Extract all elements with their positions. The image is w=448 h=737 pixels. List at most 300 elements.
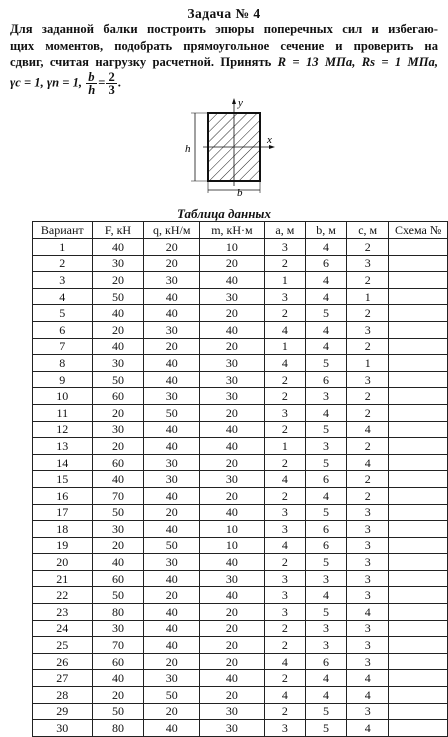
cell-m: 20 — [200, 604, 265, 621]
cell-a: 3 — [264, 239, 305, 256]
cell-a: 2 — [264, 554, 305, 571]
cell-scheme — [389, 471, 448, 488]
cell-variant: 30 — [33, 720, 93, 737]
cell-scheme — [389, 670, 448, 687]
param-R: R = 13 МПа, — [277, 55, 356, 69]
cell-scheme — [389, 653, 448, 670]
cell-m: 10 — [200, 239, 265, 256]
ratio-fraction-left — [86, 71, 97, 96]
table-row — [33, 587, 448, 604]
cell-f: 60 — [92, 388, 144, 405]
cell-q: 40 — [144, 305, 200, 322]
cell-scheme — [389, 239, 448, 256]
cell-b: 6 — [305, 537, 346, 554]
cell-a: 2 — [264, 388, 305, 405]
cell-c: 2 — [347, 471, 389, 488]
ratio-num-left: b — [86, 71, 97, 84]
cell-f: 70 — [92, 487, 144, 504]
table-row — [33, 604, 448, 621]
header-q: q, кН/м — [144, 222, 200, 239]
cell-q: 30 — [144, 388, 200, 405]
cell-f: 60 — [92, 653, 144, 670]
cell-f: 40 — [92, 471, 144, 488]
header-c: c, м — [347, 222, 389, 239]
cell-a: 3 — [264, 604, 305, 621]
cell-f: 30 — [92, 521, 144, 538]
cell-c: 2 — [347, 338, 389, 355]
cell-scheme — [389, 537, 448, 554]
cell-q: 40 — [144, 604, 200, 621]
cell-c: 3 — [347, 554, 389, 571]
cell-a: 3 — [264, 570, 305, 587]
param-gamma-c: γc = 1, — [10, 74, 44, 89]
cell-scheme — [389, 371, 448, 388]
ratio-den-right: 3 — [108, 82, 115, 97]
cell-variant: 25 — [33, 637, 93, 654]
cell-f: 20 — [92, 537, 144, 554]
cell-q: 30 — [144, 670, 200, 687]
table-row — [33, 388, 448, 405]
cell-m: 40 — [200, 554, 265, 571]
cell-a: 3 — [264, 521, 305, 538]
cell-b: 4 — [305, 487, 346, 504]
cell-variant: 10 — [33, 388, 93, 405]
cell-m: 40 — [200, 272, 265, 289]
cell-m: 20 — [200, 404, 265, 421]
cell-f: 50 — [92, 371, 144, 388]
cell-b: 3 — [305, 637, 346, 654]
cell-c: 1 — [347, 355, 389, 372]
problem-line-4: γc = 1, γn = 1, $\frac{b}{h}$ = $\frac{2}{3}$ . — [10, 69, 121, 97]
cell-a: 4 — [264, 537, 305, 554]
cell-q: 20 — [144, 239, 200, 256]
param-Rs: Rs = 1 МПа, — [361, 55, 438, 69]
cell-a: 3 — [264, 404, 305, 421]
cell-scheme — [389, 703, 448, 720]
cell-b: 3 — [305, 438, 346, 455]
cell-variant: 6 — [33, 321, 93, 338]
problem-line-3 — [10, 54, 438, 71]
cell-c: 1 — [347, 288, 389, 305]
header-scheme: Схема № — [389, 222, 448, 239]
cell-f: 60 — [92, 454, 144, 471]
cell-variant: 15 — [33, 471, 93, 488]
cell-variant: 2 — [33, 255, 93, 272]
cell-q: 20 — [144, 587, 200, 604]
cell-variant: 8 — [33, 355, 93, 372]
cell-m: 20 — [200, 454, 265, 471]
cell-scheme — [389, 487, 448, 504]
cell-m: 30 — [200, 388, 265, 405]
cell-q: 40 — [144, 620, 200, 637]
cell-f: 20 — [92, 321, 144, 338]
cell-q: 40 — [144, 487, 200, 504]
cell-scheme — [389, 305, 448, 322]
cell-c: 4 — [347, 670, 389, 687]
cell-a: 1 — [264, 272, 305, 289]
cell-f: 70 — [92, 637, 144, 654]
problem-title: Задача № 4 — [187, 6, 261, 21]
cell-c: 3 — [347, 570, 389, 587]
cell-m: 40 — [200, 587, 265, 604]
cell-variant: 26 — [33, 653, 93, 670]
table-row — [33, 371, 448, 388]
table-row — [33, 720, 448, 737]
table-row — [33, 687, 448, 704]
cell-f: 50 — [92, 587, 144, 604]
cell-c: 3 — [347, 321, 389, 338]
cell-m: 30 — [200, 471, 265, 488]
cell-f: 30 — [92, 355, 144, 372]
cell-scheme — [389, 321, 448, 338]
cell-q: 40 — [144, 521, 200, 538]
cell-a: 3 — [264, 288, 305, 305]
cell-f: 50 — [92, 504, 144, 521]
cell-scheme — [389, 438, 448, 455]
cell-f: 30 — [92, 620, 144, 637]
cell-b: 5 — [305, 703, 346, 720]
header-variant: Вариант — [33, 222, 93, 239]
cell-m: 40 — [200, 504, 265, 521]
cell-f: 30 — [92, 421, 144, 438]
cell-b: 4 — [305, 288, 346, 305]
cell-b: 4 — [305, 404, 346, 421]
cell-variant: 14 — [33, 454, 93, 471]
cell-scheme — [389, 421, 448, 438]
cell-b: 5 — [305, 355, 346, 372]
header-m: m, кН·м — [200, 222, 265, 239]
cell-a: 1 — [264, 338, 305, 355]
cell-f: 40 — [92, 305, 144, 322]
cell-a: 2 — [264, 255, 305, 272]
cell-scheme — [389, 587, 448, 604]
cell-c: 2 — [347, 487, 389, 504]
cell-m: 30 — [200, 355, 265, 372]
cell-b: 4 — [305, 587, 346, 604]
table-row — [33, 355, 448, 372]
ratio-num-right: 2 — [108, 69, 115, 84]
cell-b: 5 — [305, 604, 346, 621]
cell-f: 40 — [92, 554, 144, 571]
cell-q: 40 — [144, 421, 200, 438]
cell-b: 5 — [305, 504, 346, 521]
cell-variant: 4 — [33, 288, 93, 305]
table-row — [33, 554, 448, 571]
cell-m: 20 — [200, 620, 265, 637]
cell-b: 6 — [305, 371, 346, 388]
cell-c: 4 — [347, 421, 389, 438]
cell-c: 2 — [347, 438, 389, 455]
cell-c: 4 — [347, 720, 389, 737]
cell-scheme — [389, 255, 448, 272]
cell-variant: 1 — [33, 239, 93, 256]
header-f: F, кН — [92, 222, 144, 239]
ratio-den-left: h — [88, 82, 96, 97]
cell-scheme — [389, 338, 448, 355]
cell-scheme — [389, 504, 448, 521]
cell-scheme — [389, 521, 448, 538]
param-gamma-n: γn = 1, — [46, 74, 83, 89]
cell-b: 3 — [305, 620, 346, 637]
cell-m: 20 — [200, 687, 265, 704]
problem-statement — [10, 21, 438, 96]
table-row — [33, 421, 448, 438]
cell-q: 40 — [144, 438, 200, 455]
ratio-fraction-right — [106, 71, 116, 96]
cell-scheme — [389, 570, 448, 587]
cell-variant: 28 — [33, 687, 93, 704]
cell-f: 40 — [92, 670, 144, 687]
cell-a: 4 — [264, 471, 305, 488]
cell-q: 30 — [144, 321, 200, 338]
cell-m: 20 — [200, 487, 265, 504]
cell-a: 3 — [264, 720, 305, 737]
cell-m: 20 — [200, 637, 265, 654]
cell-m: 20 — [200, 653, 265, 670]
cell-m: 20 — [200, 255, 265, 272]
cell-a: 2 — [264, 421, 305, 438]
cell-scheme — [389, 554, 448, 571]
table-row — [33, 272, 448, 289]
cell-scheme — [389, 454, 448, 471]
table-row — [33, 703, 448, 720]
cell-q: 40 — [144, 637, 200, 654]
cell-variant: 22 — [33, 587, 93, 604]
cell-variant: 5 — [33, 305, 93, 322]
y-axis-arrow — [232, 98, 236, 104]
cell-c: 3 — [347, 587, 389, 604]
cell-b: 6 — [305, 653, 346, 670]
table-row — [33, 670, 448, 687]
cell-q: 50 — [144, 404, 200, 421]
cell-a: 2 — [264, 620, 305, 637]
problem-line-1: Для заданной балки построить эпюры поперечных сил и избегаю- — [10, 22, 438, 36]
cell-a: 2 — [264, 637, 305, 654]
cell-variant: 23 — [33, 604, 93, 621]
data-table — [32, 221, 448, 737]
cell-variant: 16 — [33, 487, 93, 504]
cell-f: 50 — [92, 288, 144, 305]
cell-c: 2 — [347, 404, 389, 421]
cell-b: 4 — [305, 321, 346, 338]
cell-f: 20 — [92, 404, 144, 421]
cell-b: 5 — [305, 305, 346, 322]
cell-q: 30 — [144, 471, 200, 488]
cell-m: 40 — [200, 438, 265, 455]
cell-b: 4 — [305, 687, 346, 704]
table-row — [33, 620, 448, 637]
cell-b: 4 — [305, 670, 346, 687]
cell-b: 6 — [305, 521, 346, 538]
cell-q: 20 — [144, 703, 200, 720]
table-row — [33, 288, 448, 305]
cell-scheme — [389, 637, 448, 654]
table-row — [33, 454, 448, 471]
cell-c: 2 — [347, 272, 389, 289]
cell-variant: 27 — [33, 670, 93, 687]
cell-q: 40 — [144, 355, 200, 372]
h-label: h — [185, 143, 191, 155]
cell-f: 60 — [92, 570, 144, 587]
cell-q: 30 — [144, 454, 200, 471]
table-row — [33, 504, 448, 521]
cell-a: 3 — [264, 587, 305, 604]
table-row — [33, 570, 448, 587]
cell-a: 3 — [264, 504, 305, 521]
table-title: Таблица данных — [177, 206, 271, 221]
table-row — [33, 521, 448, 538]
cell-a: 2 — [264, 305, 305, 322]
cell-b: 6 — [305, 255, 346, 272]
header-b: b, м — [305, 222, 346, 239]
cell-c: 3 — [347, 620, 389, 637]
table-row — [33, 537, 448, 554]
cell-c: 2 — [347, 239, 389, 256]
table-body — [33, 239, 448, 737]
cell-a: 4 — [264, 321, 305, 338]
table-row — [33, 321, 448, 338]
cell-b: 6 — [305, 471, 346, 488]
cell-c: 3 — [347, 504, 389, 521]
cell-a: 4 — [264, 653, 305, 670]
cell-m: 40 — [200, 321, 265, 338]
y-axis-label: y — [238, 97, 243, 109]
b-label: b — [237, 187, 243, 196]
cell-m: 40 — [200, 421, 265, 438]
cell-variant: 18 — [33, 521, 93, 538]
cross-section-figure — [175, 96, 285, 196]
cell-m: 30 — [200, 720, 265, 737]
cell-scheme — [389, 355, 448, 372]
header-a: a, м — [264, 222, 305, 239]
cell-a: 4 — [264, 355, 305, 372]
cell-a: 2 — [264, 703, 305, 720]
problem-line-2: щих моментов, подобрать прямоугольное сечение и проверить на — [10, 38, 438, 53]
cell-b: 4 — [305, 338, 346, 355]
cell-q: 30 — [144, 272, 200, 289]
cell-m: 30 — [200, 288, 265, 305]
cell-q: 20 — [144, 255, 200, 272]
cell-c: 3 — [347, 521, 389, 538]
cell-c: 3 — [347, 637, 389, 654]
cell-f: 20 — [92, 272, 144, 289]
cell-c: 4 — [347, 604, 389, 621]
cell-f: 30 — [92, 255, 144, 272]
table-row — [33, 471, 448, 488]
cell-m: 30 — [200, 570, 265, 587]
cell-variant: 19 — [33, 537, 93, 554]
cell-c: 2 — [347, 388, 389, 405]
cell-c: 4 — [347, 687, 389, 704]
table-row — [33, 637, 448, 654]
cell-variant: 29 — [33, 703, 93, 720]
cell-c: 4 — [347, 454, 389, 471]
cell-b: 5 — [305, 421, 346, 438]
cell-variant: 21 — [33, 570, 93, 587]
cell-scheme — [389, 687, 448, 704]
cell-f: 80 — [92, 604, 144, 621]
cell-f: 40 — [92, 338, 144, 355]
cell-variant: 11 — [33, 404, 93, 421]
cell-scheme — [389, 720, 448, 737]
cell-c: 3 — [347, 703, 389, 720]
cell-scheme — [389, 288, 448, 305]
cell-c: 3 — [347, 537, 389, 554]
cell-m: 10 — [200, 521, 265, 538]
cell-c: 3 — [347, 255, 389, 272]
cell-q: 40 — [144, 371, 200, 388]
cell-a: 1 — [264, 438, 305, 455]
cell-c: 3 — [347, 371, 389, 388]
cell-b: 3 — [305, 570, 346, 587]
cell-q: 20 — [144, 653, 200, 670]
cell-m: 30 — [200, 703, 265, 720]
table-header-row — [33, 222, 448, 239]
cell-q: 50 — [144, 687, 200, 704]
cell-f: 20 — [92, 687, 144, 704]
cell-variant: 13 — [33, 438, 93, 455]
table-row — [33, 305, 448, 322]
cell-a: 2 — [264, 487, 305, 504]
cell-m: 20 — [200, 338, 265, 355]
cell-b: 4 — [305, 272, 346, 289]
cell-c: 3 — [347, 653, 389, 670]
cell-scheme — [389, 620, 448, 637]
cell-scheme — [389, 604, 448, 621]
cell-b: 4 — [305, 239, 346, 256]
cell-variant: 20 — [33, 554, 93, 571]
cell-c: 2 — [347, 305, 389, 322]
cell-q: 20 — [144, 338, 200, 355]
cell-q: 20 — [144, 504, 200, 521]
cell-variant: 17 — [33, 504, 93, 521]
cell-m: 10 — [200, 537, 265, 554]
cell-a: 2 — [264, 454, 305, 471]
cell-scheme — [389, 388, 448, 405]
cell-variant: 24 — [33, 620, 93, 637]
cell-variant: 12 — [33, 421, 93, 438]
cell-b: 3 — [305, 388, 346, 405]
cell-f: 40 — [92, 239, 144, 256]
table-row — [33, 404, 448, 421]
table-row — [33, 255, 448, 272]
table-row — [33, 239, 448, 256]
cell-b: 5 — [305, 720, 346, 737]
cell-m: 40 — [200, 670, 265, 687]
cell-q: 40 — [144, 570, 200, 587]
cell-b: 5 — [305, 454, 346, 471]
cell-scheme — [389, 272, 448, 289]
cell-q: 40 — [144, 288, 200, 305]
cell-q: 40 — [144, 720, 200, 737]
cell-variant: 7 — [33, 338, 93, 355]
cell-b: 5 — [305, 554, 346, 571]
cell-m: 30 — [200, 371, 265, 388]
cell-m: 20 — [200, 305, 265, 322]
cell-a: 4 — [264, 687, 305, 704]
cell-a: 2 — [264, 371, 305, 388]
table-row — [33, 653, 448, 670]
cell-variant: 3 — [33, 272, 93, 289]
cell-variant: 9 — [33, 371, 93, 388]
table-row — [33, 438, 448, 455]
table-row — [33, 338, 448, 355]
cell-a: 2 — [264, 670, 305, 687]
cell-q: 50 — [144, 537, 200, 554]
cell-f: 50 — [92, 703, 144, 720]
cell-scheme — [389, 404, 448, 421]
table-row — [33, 487, 448, 504]
